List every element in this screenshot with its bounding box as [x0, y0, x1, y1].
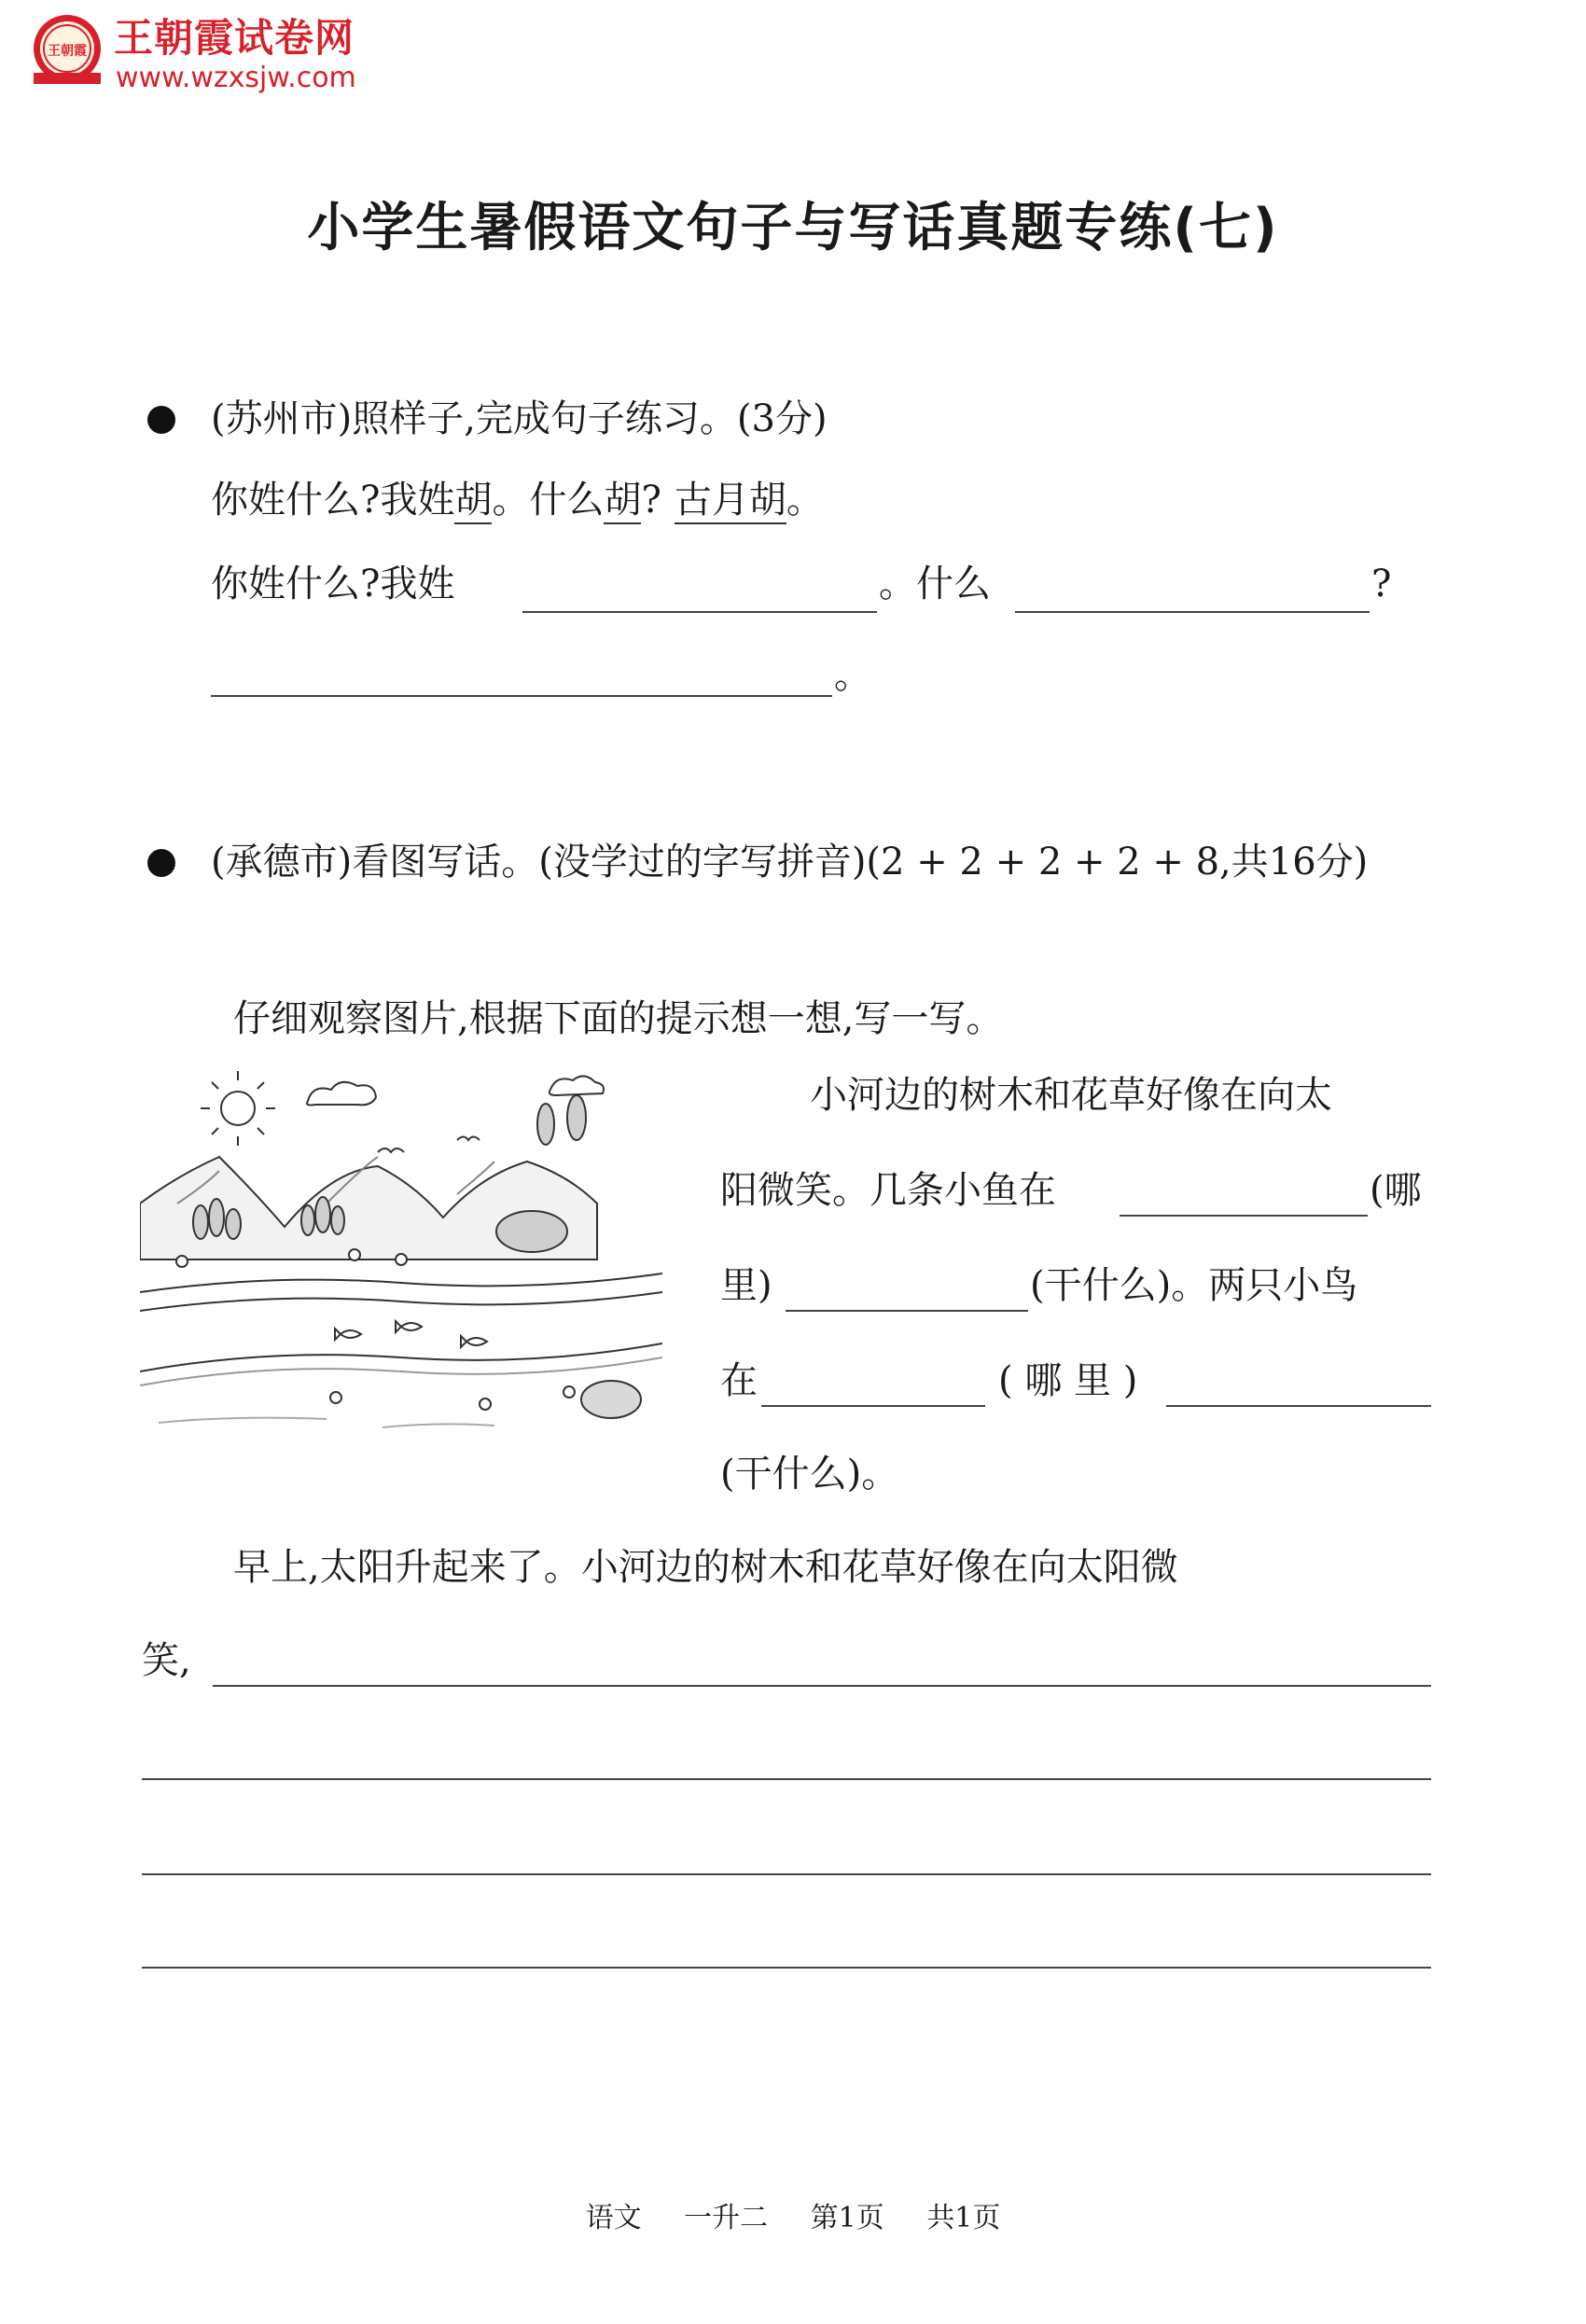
question-2-instruction: 仔细观察图片,根据下面的提示想一想,写一写。: [233, 997, 1004, 1040]
footer-page: 第1页: [810, 2202, 884, 2234]
svg-text:王朝霞: 王朝霞: [48, 44, 87, 59]
site-logo-name: 王朝霞试卷网: [114, 15, 355, 61]
answer-blank-explanation[interactable]: [211, 695, 832, 697]
page-footer: [0, 2194, 1586, 2235]
writing-answer-line-4[interactable]: [142, 1967, 1431, 1969]
question-1-fill-d: 。: [834, 654, 871, 697]
site-logo-seal-icon: [28, 11, 106, 90]
question-2-bullet-icon: [147, 849, 175, 877]
footer-total: 共1页: [926, 2202, 1001, 2234]
example-underlined-explanation: 古月胡: [675, 478, 786, 524]
question-2-prompt: (承德市)看图写话。(没学过的字写拼音)(2 + 2 + 2 + 2 + 8,共16分): [211, 841, 1369, 884]
writing-line-2-prefix: 笑,: [142, 1639, 191, 1682]
writing-answer-line-2[interactable]: [142, 1778, 1431, 1780]
side-text-line-2b: (哪: [1370, 1169, 1422, 1212]
side-text-line-4b: ( 哪 里 ): [998, 1359, 1138, 1402]
example-part-a: 你姓什么?我姓: [211, 479, 455, 522]
answer-blank-what[interactable]: [1015, 611, 1370, 613]
example-part-g: 。: [786, 479, 824, 522]
side-text-line-1: 小河边的树木和花草好像在向太: [810, 1074, 1332, 1117]
writing-line-1: 早上,太阳升起来了。小河边的树木和花草好像在向太阳微: [233, 1546, 1178, 1589]
side-text-line-2a: 阳微笑。几条小鱼在: [720, 1169, 1056, 1212]
question-1-fill-b: 。什么: [879, 563, 991, 605]
answer-blank-bird-where[interactable]: [761, 1405, 985, 1407]
example-underlined-surname-2: 胡: [604, 478, 641, 524]
side-text-line-3a: 里): [720, 1264, 772, 1307]
answer-blank-surname[interactable]: [522, 611, 877, 613]
answer-blank-bird-doing[interactable]: [1166, 1405, 1431, 1407]
question-1-prompt: (苏州市)照样子,完成句子练习。(3分): [211, 397, 828, 440]
example-underlined-surname: 胡: [454, 478, 492, 524]
answer-blank-fish-where[interactable]: [1120, 1215, 1368, 1217]
question-1-bullet-icon: [147, 406, 175, 434]
question-1-fill-c: ?: [1371, 563, 1392, 605]
writing-answer-line-3[interactable]: [142, 1873, 1431, 1875]
side-text-line-4a: 在: [720, 1359, 758, 1402]
question-1-fill-a: 你姓什么?我姓: [211, 563, 455, 605]
example-part-c: 。什么: [492, 479, 605, 522]
page-title: 小学生暑假语文句子与写话真题专练(七): [307, 198, 1279, 258]
side-text-line-5: (干什么)。: [720, 1453, 899, 1496]
river-landscape-illustration: [140, 1064, 662, 1437]
site-logo-url: www.wzxsjw.com: [116, 62, 356, 94]
example-part-e: ?: [641, 479, 661, 522]
answer-blank-fish-doing[interactable]: [786, 1310, 1028, 1312]
writing-answer-line-1[interactable]: [213, 1685, 1431, 1687]
side-text-line-3b: (干什么)。两只小鸟: [1030, 1264, 1358, 1307]
footer-grade: 一升二: [684, 2202, 769, 2234]
question-1-example: [211, 478, 824, 524]
footer-subject: 语文: [585, 2202, 642, 2234]
